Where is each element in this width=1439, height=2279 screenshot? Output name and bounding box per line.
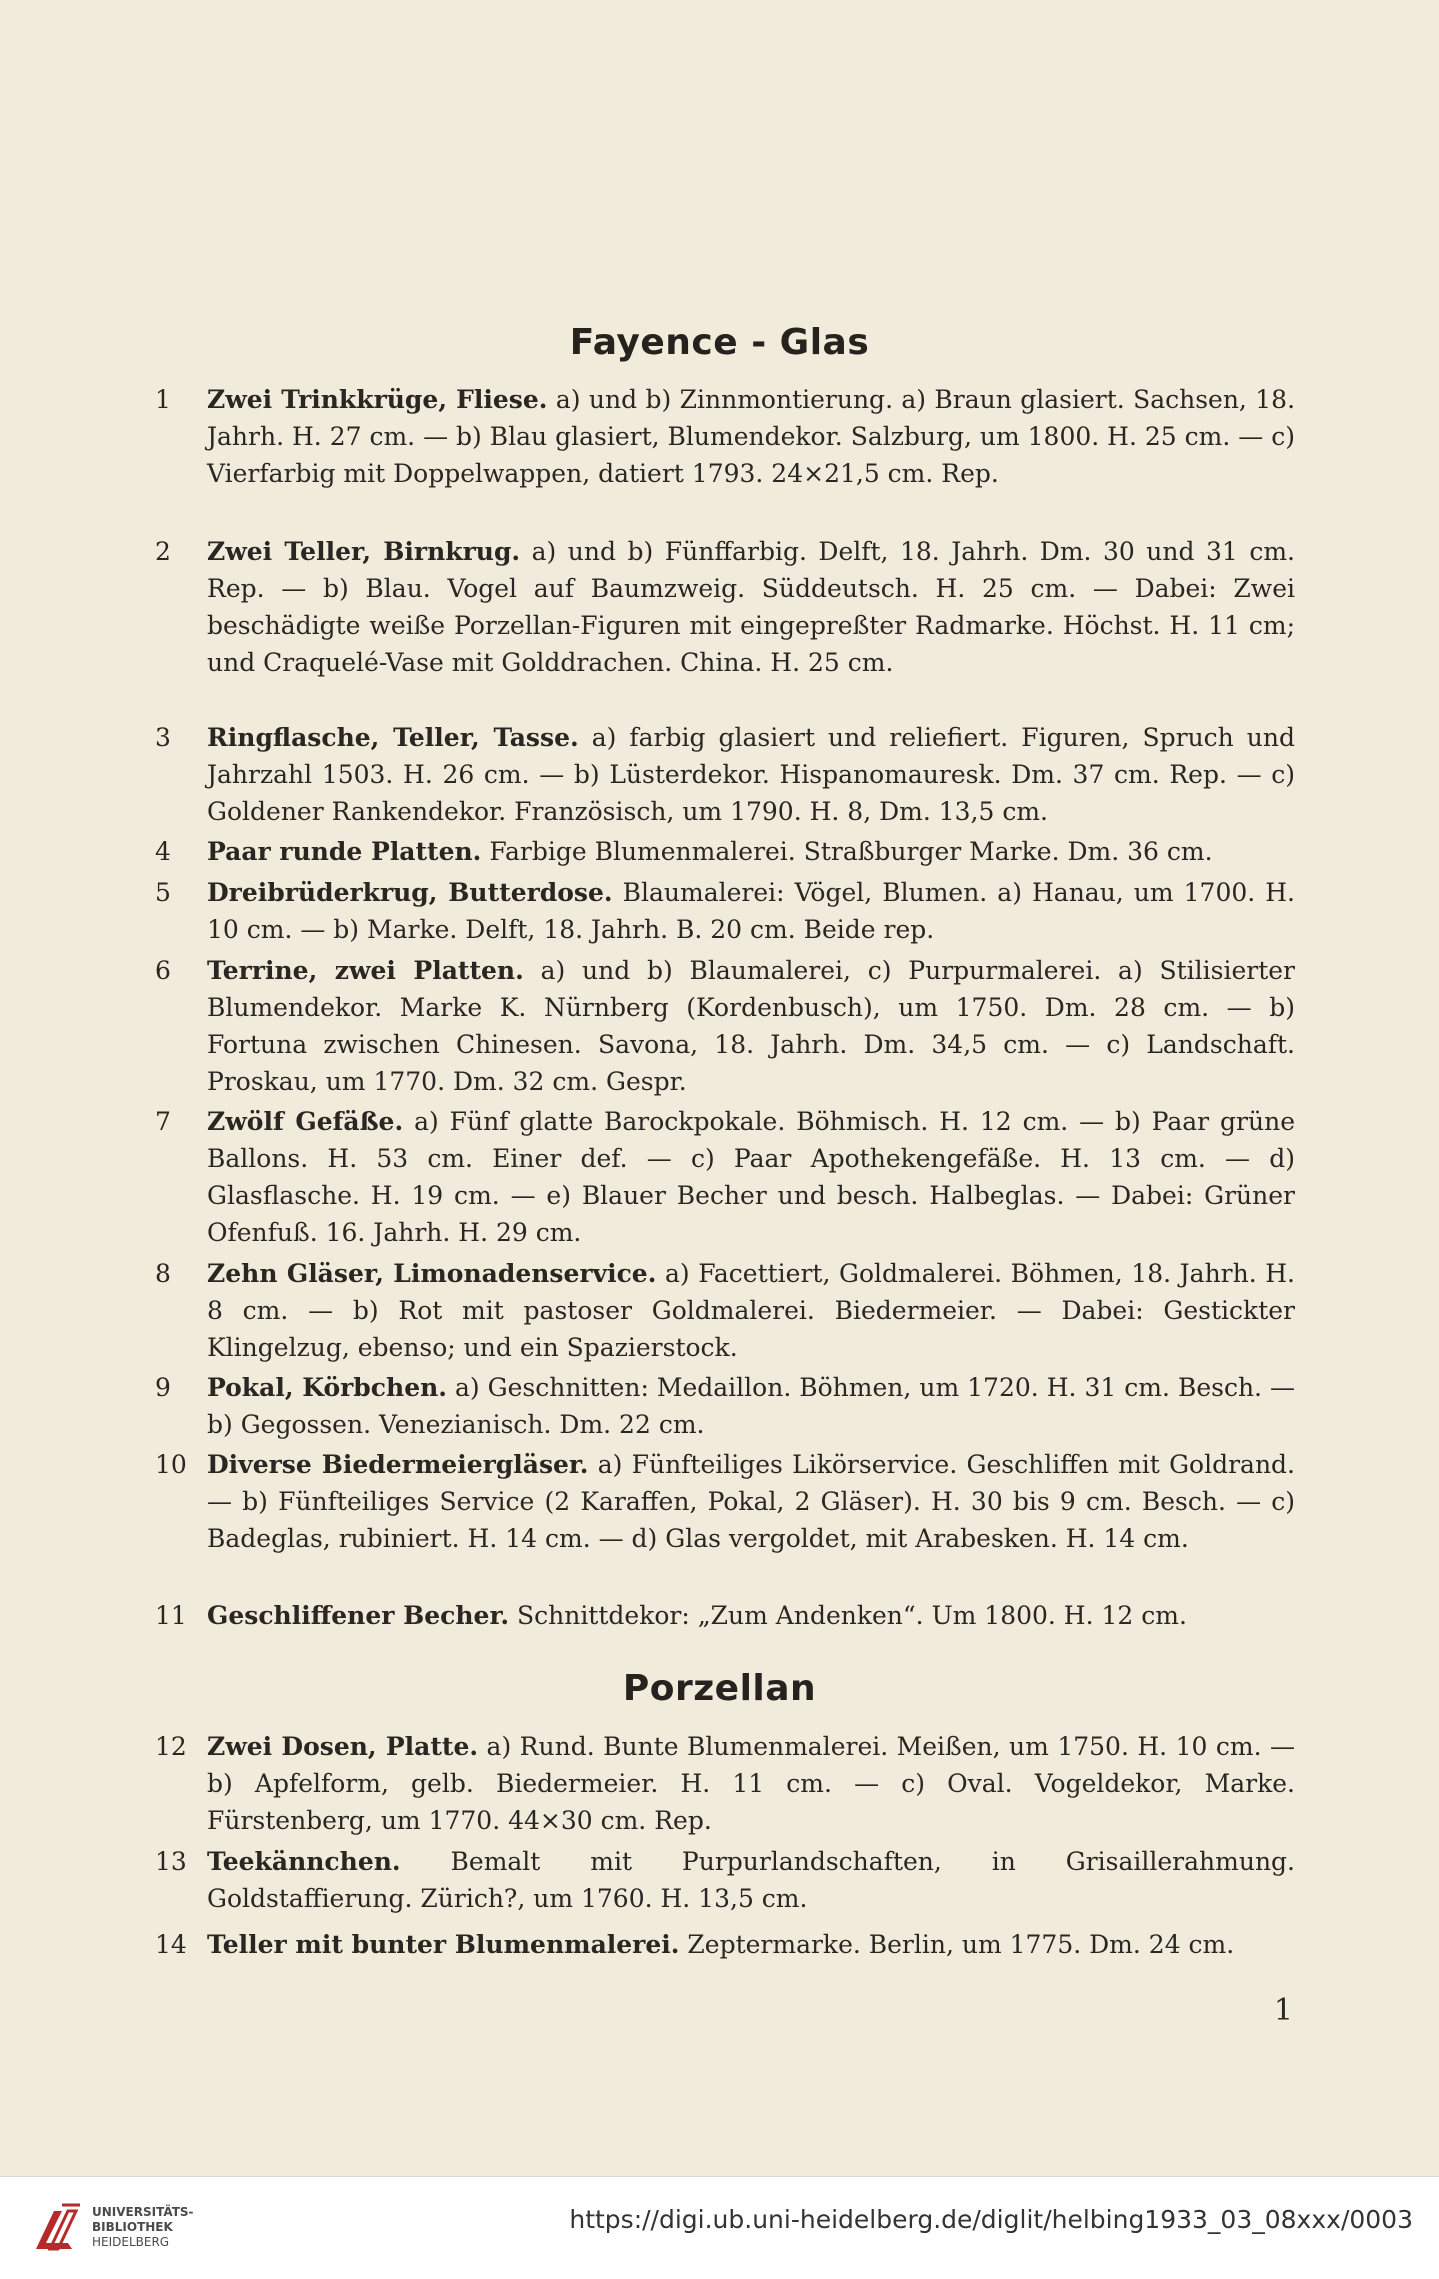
entry-title: Teekännchen. — [207, 1847, 401, 1876]
entry-title: Terrine, zwei Platten. — [207, 956, 524, 985]
library-name-line: BIBLIOTHEK — [92, 2220, 173, 2234]
entry-title: Zwölf Gefäße. — [207, 1107, 404, 1136]
entry-number: 14 — [155, 1930, 187, 1959]
entry-title: Diverse Biedermeiergläser. — [207, 1450, 589, 1479]
library-name-line: HEIDELBERG — [92, 2235, 170, 2249]
section-title: Porzellan — [622, 1668, 817, 1709]
entry-number: 1 — [155, 385, 171, 414]
section-title: Fayence - Glas — [569, 322, 870, 363]
entry-title: Paar runde Platten. — [207, 837, 482, 866]
entry-number: 5 — [155, 878, 171, 907]
entry-text — [207, 1843, 1295, 1917]
footer-bar — [0, 2176, 1439, 2279]
entry-text — [207, 952, 1295, 1100]
entry-number: 4 — [155, 837, 171, 866]
entry-number: 6 — [155, 956, 171, 985]
entry-title: Teller mit bunter Blumenmalerei. — [207, 1930, 680, 1959]
entry-title: Geschliffener Becher. — [207, 1601, 510, 1630]
entry-number: 8 — [155, 1259, 171, 1288]
entry-text — [207, 1728, 1295, 1839]
entry-number: 2 — [155, 537, 171, 566]
source-url-link[interactable]: https://digi.ub.uni-heidelberg.de/diglit/helbing1933_03_08xxx/0003 — [569, 2205, 1413, 2234]
entry-title: Ringflasche, Teller, Tasse. — [207, 723, 579, 752]
entry-number: 13 — [155, 1847, 187, 1876]
library-name — [92, 2205, 194, 2250]
entry-number: 3 — [155, 723, 171, 752]
library-name-line: UNIVERSITÄTS- — [92, 2205, 194, 2219]
entry-description: a) Fünf glatte Barockpokale. Böhmisch. H. 12 cm. — b) Paar grüne Ballons. H. 53 cm. Einer def. — c) Paar Apothekengefäße. H. 13 cm. — d) Glasflasche. H. 19 cm. — e) Blauer Becher und besch. Halbeglas. — Dabei: Grüner Ofenfuß. 16. Jahrh. H. 29 cm. — [207, 1107, 1295, 1247]
entry-title: Zwei Dosen, Platte. — [207, 1732, 479, 1761]
entry-text — [207, 719, 1295, 830]
entry-text — [207, 1369, 1295, 1443]
entry-description: a) Geschnitten: Medaillon. Böhmen, um 1720. H. 31 cm. Besch. — b) Gegossen. Venezianisch. Dm. 22 cm. — [207, 1373, 1296, 1439]
entry-title: Dreibrüderkrug, Butterdose. — [207, 878, 613, 907]
entry-description: a) Fünfteiliges Likörservice. Geschliffen mit Goldrand. — b) Fünfteiliges Service (2 Karaffen, Pokal, 2 Gläser). H. 30 bis 9 cm. Besch. — c) Badeglas, rubiniert. H. 14 cm. — d) Glas vergoldet, mit Arabesken. H. 14 cm. — [207, 1450, 1296, 1553]
entry-title: Pokal, Körbchen. — [207, 1373, 447, 1402]
entry-number: 7 — [155, 1107, 171, 1136]
entry-number: 12 — [155, 1732, 187, 1761]
entry-description: Zeptermarke. Berlin, um 1775. Dm. 24 cm. — [687, 1930, 1235, 1959]
entry-text — [207, 1597, 1295, 1634]
entry-number: 9 — [155, 1373, 171, 1402]
entry-description: Farbige Blumenmalerei. Straßburger Marke. Dm. 36 cm. — [489, 837, 1213, 866]
entry-description: a) und b) Fünffarbig. Delft, 18. Jahrh. Dm. 30 und 31 cm. Rep. — b) Blau. Vogel auf Baumzweig. Süddeutsch. H. 25 cm. — Dabei: Zwei beschädigte weiße Porzellan-Figuren mit eingepreßter Radmarke. Höchst. H. 11 cm; und Craquelé-Vase mit Golddrachen. China. H. 25 cm. — [207, 537, 1295, 677]
entry-description: Blaumalerei: Vögel, Blumen. a) Hanau, um 1700. H. 10 cm. — b) Marke. Delft, 18. Jahrh. B. 20 cm. Beide rep. — [207, 878, 1295, 944]
entry-description: a) farbig glasiert und reliefiert. Figuren, Spruch und Jahrzahl 1503. H. 26 cm. — b) Lüsterdekor. Hispanomauresk. Dm. 37 cm. Rep. — c) Goldener Rankendekor. Französisch, um 1790. H. 8, Dm. 13,5 cm. — [207, 723, 1295, 826]
entry-text — [207, 381, 1295, 492]
entry-text — [207, 1255, 1295, 1366]
entry-text — [207, 533, 1295, 681]
entry-description: a) Facettiert, Goldmalerei. Böhmen, 18. Jahrh. H. 8 cm. — b) Rot mit pastoser Goldmalerei. Biedermeier. — Dabei: Gestickter Klingelzug, ebenso; und ein Spazierstock. — [207, 1259, 1295, 1362]
entry-text — [207, 1103, 1295, 1251]
entry-title: Zwei Teller, Birnkrug. — [207, 537, 521, 566]
entry-description: Bemalt mit Purpurlandschaften, in Grisaillerahmung. Goldstaffierung. Zürich?, um 1760. H. 13,5 cm. — [207, 1847, 1295, 1913]
entry-text — [207, 1446, 1295, 1557]
entry-text — [207, 1926, 1295, 1963]
entry-description: a) und b) Blaumalerei, c) Purpurmalerei. a) Stilisierter Blumendekor. Marke K. Nürnberg (Kordenbusch), um 1750. Dm. 28 cm. — b) Fortuna zwischen Chinesen. Savona, 18. Jahrh. Dm. 34,5 cm. — c) Landschaft. Proskau, um 1770. Dm. 32 cm. Gespr. — [207, 956, 1295, 1096]
entry-description: a) Rund. Bunte Blumenmalerei. Meißen, um 1750. H. 10 cm. — b) Apfelform, gelb. Biedermeier. H. 11 cm. — c) Oval. Vogeldekor, Marke. Fürstenberg, um 1770. 44×30 cm. Rep. — [207, 1732, 1296, 1835]
library-logo-icon — [28, 2197, 86, 2257]
entry-description: Schnittdekor: „Zum Andenken“. Um 1800. H. 12 cm. — [516, 1601, 1187, 1630]
entry-text — [207, 833, 1295, 870]
entry-title: Zwei Trinkkrüge, Fliese. — [207, 385, 548, 414]
entry-number: 10 — [155, 1450, 187, 1479]
entry-title: Zehn Gläser, Limonadenservice. — [207, 1259, 657, 1288]
entry-description: a) und b) Zinnmontierung. a) Braun glasiert. Sachsen, 18. Jahrh. H. 27 cm. — b) Blau glasiert, Blumendekor. Salzburg, um 1800. H. 25 cm. — c) Vierfarbig mit Doppelwappen, datiert 1793. 24×21,5 cm. Rep. — [207, 385, 1296, 488]
page-number: 1 — [1273, 1993, 1293, 2028]
entry-number: 11 — [155, 1601, 187, 1630]
entry-text — [207, 874, 1295, 948]
